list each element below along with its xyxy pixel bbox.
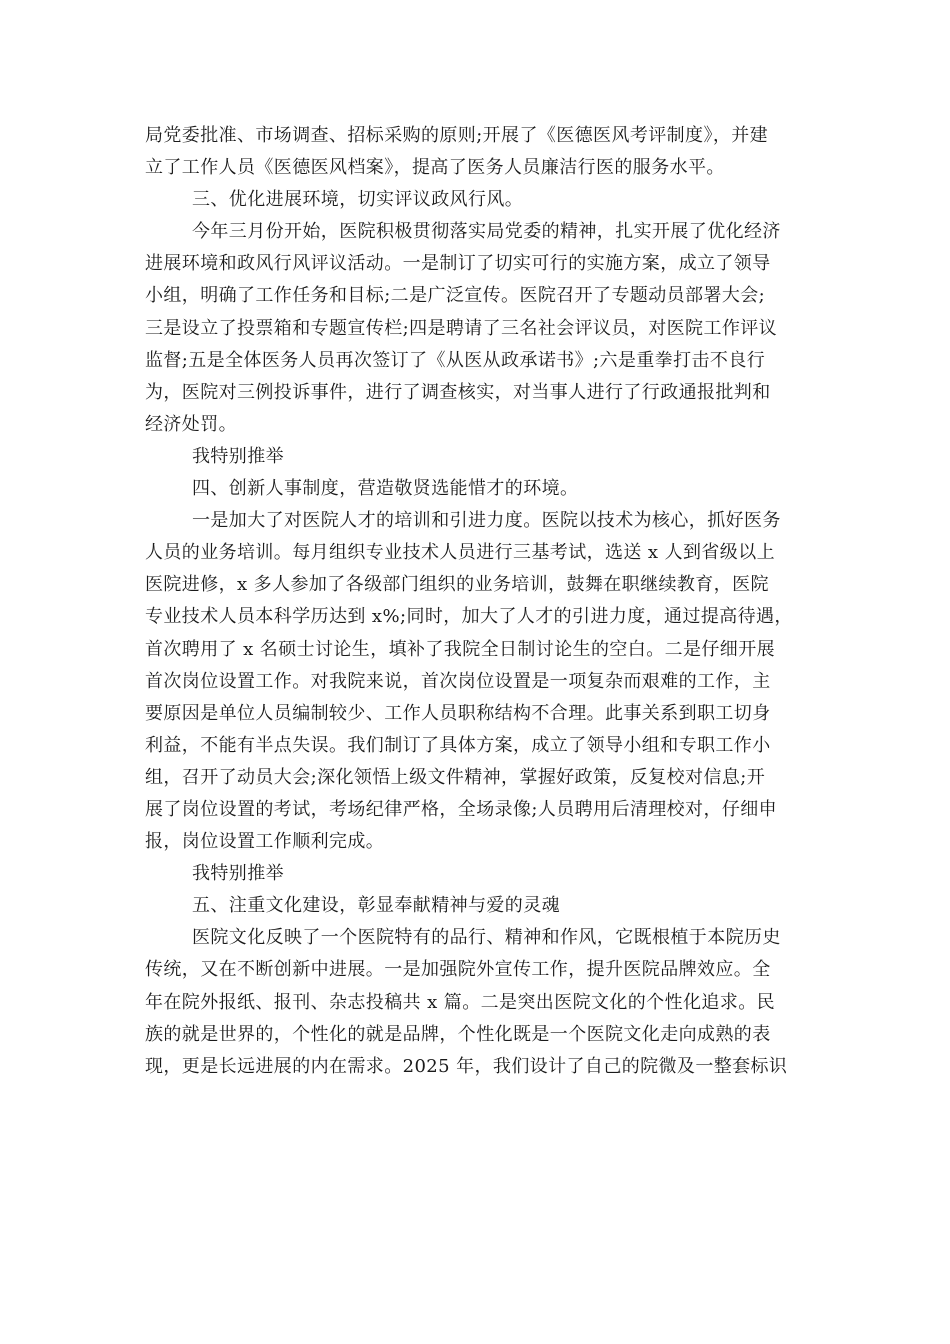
text-line: 现，更是长远进展的内在需求。2025 年，我们设计了自己的院微及一整套标识 — [145, 1055, 788, 1077]
text-line: 展了岗位设置的考试，考场纪律严格，全场录像;人员聘用后清理校对，仔细申 — [145, 798, 778, 820]
text-line: 一是加大了对医院人才的培训和引进力度。医院以技术为核心，抓好医务 — [192, 510, 781, 532]
text-line: 传统，又在不断创新中进展。一是加强院外宣传工作，提升医院品牌效应。全 — [145, 959, 771, 981]
text-line: 首次聘用了 x 名硕士讨论生，填补了我院全日制讨论生的空白。二是仔细开展 — [145, 638, 775, 660]
text-line: 年在院外报纸、报刊、杂志投稿共 x 篇。二是突出医院文化的个性化追求。民 — [145, 991, 775, 1013]
text-line: 监督;五是全体医务人员再次签订了《从医从政承诺书》;六是重拳打击不良行 — [145, 349, 766, 371]
text-line: 小组，明确了工作任务和目标;二是广泛宣传。医院召开了专题动员部署大会; — [145, 285, 766, 307]
text-line: 我特别推举 — [192, 863, 284, 885]
text-line: 局党委批准、市场调查、招标采购的原则;开展了《医德医风考评制度》，并建 — [145, 125, 769, 146]
text-line: 要原因是单位人员编制较少、工作人员职称结构不合理。此事关系到职工切身 — [145, 702, 771, 724]
text-line: 三、优化进展环境，切实评议政风行风。 — [192, 189, 524, 211]
text-line: 报，岗位设置工作顺利完成。 — [145, 831, 385, 853]
text-line: 专业技术人员本科学历达到 x%;同时，加大了人才的引进力度，通过提高待遇， — [145, 606, 793, 628]
text-line: 医院进修，x 多人参加了各级部门组织的业务培训，鼓舞在职继续教育，医院 — [145, 574, 769, 596]
text-line: 四、创新人事制度，营造敬贤选能惜才的环境。 — [192, 478, 579, 500]
text-line: 族的就是世界的，个性化的就是品牌，个性化既是一个医院文化走向成熟的表 — [145, 1023, 771, 1045]
text-line: 首次岗位设置工作。对我院来说，首次岗位设置是一项复杂而艰难的工作，主 — [145, 670, 771, 692]
text-line: 经济处罚。 — [145, 413, 237, 435]
text-line: 立了工作人员《医德医风档案》，提高了医务人员廉洁行医的服务水平。 — [145, 157, 725, 179]
text-line: 五、注重文化建设，彰显奉献精神与爱的灵魂 — [192, 895, 560, 917]
text-line: 三是设立了投票箱和专题宣传栏;四是聘请了三名社会评议员，对医院工作评议 — [145, 317, 778, 339]
text-line: 医院文化反映了一个医院特有的品行、精神和作风，它既根植于本院历史 — [192, 927, 781, 949]
text-line: 进展环境和政风行风评议活动。一是制订了切实可行的实施方案，成立了领导 — [145, 253, 771, 275]
text-line: 利益，不能有半点失误。我们制订了具体方案，成立了领导小组和专职工作小 — [145, 734, 771, 756]
text-line: 人员的业务培训。每月组织专业技术人员进行三基考试，选送 x 人到省级以上 — [145, 542, 775, 564]
text-line: 为，医院对三例投诉事件，进行了调查核实，对当事人进行了行政通报批判和 — [145, 381, 771, 403]
text-line: 今年三月份开始，医院积极贯彻落实局党委的精神，扎实开展了优化经济 — [192, 221, 781, 243]
text-line: 我特别推举 — [192, 445, 284, 467]
document-body — [145, 120, 805, 1083]
text-line: 组，召开了动员大会;深化领悟上级文件精神，掌握好政策，反复校对信息;开 — [145, 766, 766, 788]
